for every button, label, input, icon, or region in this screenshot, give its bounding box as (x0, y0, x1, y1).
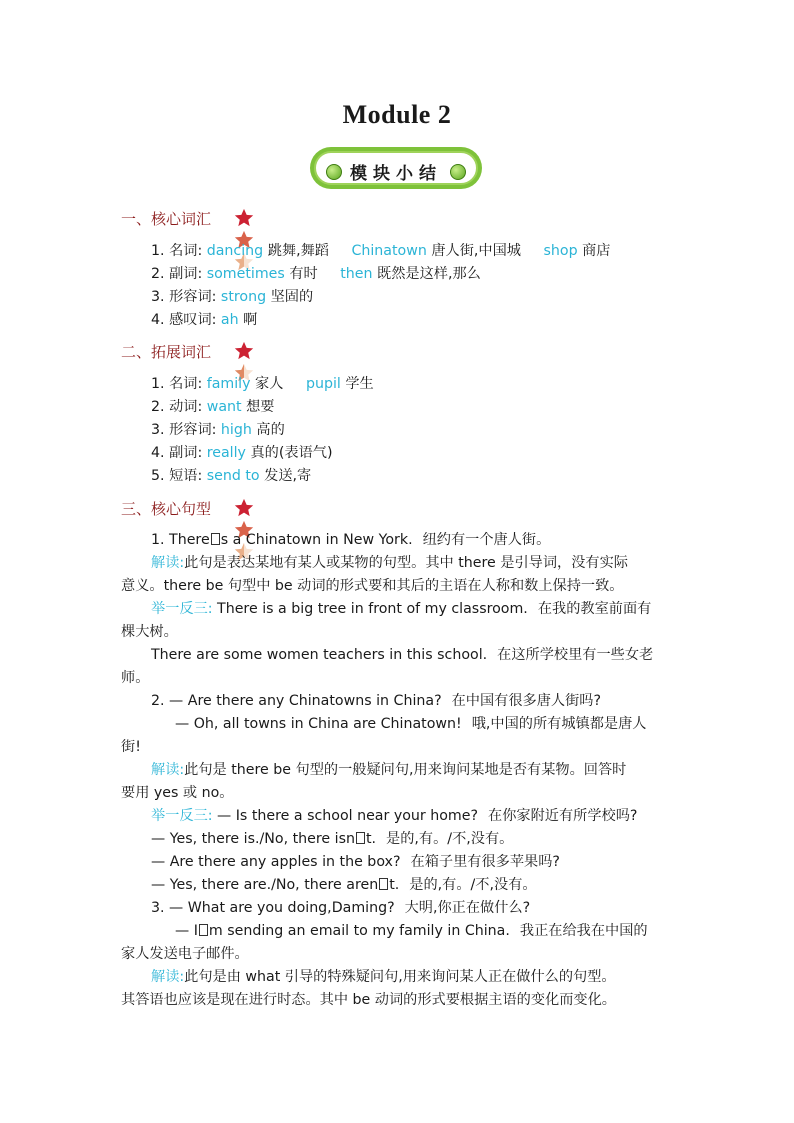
example-line: There are some women teachers in this school. 在这所学校里有一些女老 (151, 647, 654, 663)
sentence-line: — Oh, all towns in China are Chinatown! 哦,中国的所有城镇都是唐人 (175, 716, 647, 732)
vocab-line: 1. 名词: dancing 跳舞,舞蹈 Chinatown 唐人街,中国城 shop 商店 (151, 243, 611, 259)
section-title: 三、核心句型 (121, 500, 212, 518)
badge-frame (314, 151, 478, 185)
example-line: 举一反三: There is a big tree in front of my classroom. 在我的教室前面有 (151, 601, 652, 617)
sentence-line: 街! (121, 739, 141, 755)
sentence-line: 2. — Are there any Chinatowns in China? 在中国有很多唐人街吗? (151, 693, 602, 709)
sentence-line: 1. There s a Chinatown in New York. 纽约有一个唐人街。 (151, 532, 551, 548)
star-rating (233, 497, 255, 519)
vocab-line: 2. 副词: sometimes 有时 then 既然是这样,那么 (151, 266, 481, 282)
missing-glyph-box (211, 533, 220, 545)
explanation-line: 要用 yes 或 no。 (121, 785, 234, 801)
example-line: — Are there any apples in the box? 在箱子里有很多苹果吗? (151, 854, 560, 870)
missing-glyph-box (379, 878, 388, 890)
example-line: 棵大树。 (121, 624, 178, 640)
page-title: Module 2 (342, 100, 452, 129)
badge-text: 模块小结 (350, 164, 442, 184)
explanation-line: 意义。there be 句型中 be 动词的形式要和其后的主语在人称和数上保持一致。 (121, 578, 624, 594)
green-dot-icon (450, 164, 466, 180)
star-icon (233, 340, 255, 362)
star-rating (233, 207, 255, 229)
section-title: 二、拓展词汇 (121, 343, 212, 361)
vocab-line: 3. 形容词: strong 坚固的 (151, 289, 314, 305)
sentence-line: — I m sending an email to my family in China. 我正在给我在中国的 (175, 923, 648, 939)
sentence-line: 3. — What are you doing,Daming? 大明,你正在做什么? (151, 900, 531, 916)
example-line: — Yes, there are./No, there aren t. 是的,有。/不,没有。 (151, 877, 537, 893)
vocab-line: 2. 动词: want 想要 (151, 399, 275, 415)
missing-glyph-box (356, 832, 365, 844)
vocab-line: 4. 副词: really 真的(表语气) (151, 445, 333, 461)
section-heading-core-sentences (121, 498, 211, 520)
explanation-line: 解读:此句是 there be 句型的一般疑问句,用来询问某地是否有某物。回答时 (151, 762, 627, 778)
section-heading-extended-vocab (121, 341, 211, 363)
star-icon (233, 497, 255, 519)
explanation-line: 解读:此句是表达某地有某人或某物的句型。其中 there 是引导词，没有实际 (151, 555, 628, 571)
vocab-line: 4. 感叹词: ah 啊 (151, 312, 258, 328)
summary-badge (310, 147, 482, 189)
explanation-line: 其答语也应该是现在进行时态。其中 be 动词的形式要根据主语的变化而变化。 (121, 992, 616, 1008)
explanation-line: 解读:此句是由 what 引导的特殊疑问句,用来询问某人正在做什么的句型。 (151, 969, 616, 985)
section-title: 一、核心词汇 (121, 210, 212, 228)
vocab-line: 1. 名词: family 家人 pupil 学生 (151, 376, 374, 392)
section-heading-core-vocab (121, 208, 211, 230)
example-line: — Yes, there is./No, there isn t. 是的,有。/不,没有。 (151, 831, 514, 847)
vocab-line: 3. 形容词: high 高的 (151, 422, 285, 438)
example-line: 举一反三: — Is there a school near your home? 在你家附近有所学校吗? (151, 808, 638, 824)
sentence-line: 家人发送电子邮件。 (121, 946, 249, 962)
star-rating (233, 340, 255, 362)
vocab-line: 5. 短语: send to 发送,寄 (151, 468, 312, 484)
missing-glyph-box (199, 924, 208, 936)
star-icon (233, 207, 255, 229)
example-line: 师。 (121, 670, 150, 686)
